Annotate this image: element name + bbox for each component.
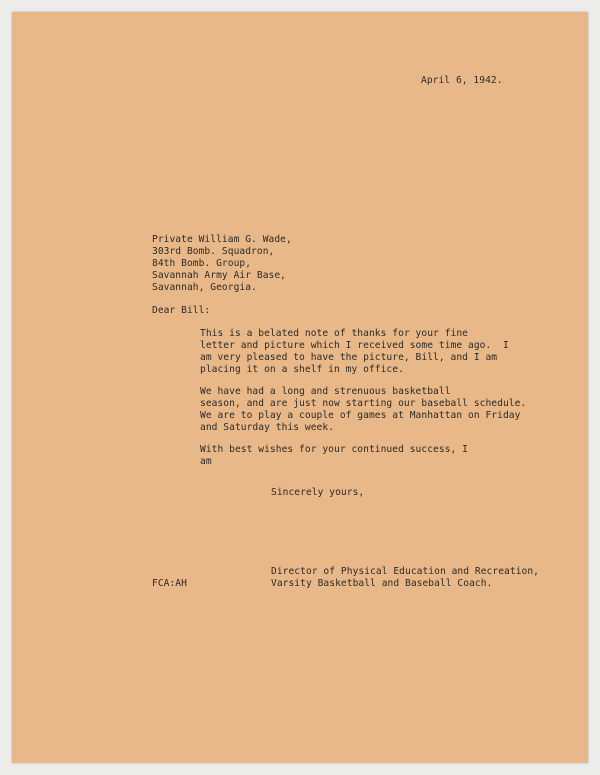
paragraph-line: This is a belated note of thanks for your fine xyxy=(200,328,468,339)
paragraph-line: We are to play a couple of games at Manhattan on Friday xyxy=(200,410,521,421)
paragraph-line: With best wishes for your continued success, I xyxy=(200,444,468,455)
recipient-line: 84th Bomb. Group, xyxy=(152,258,252,269)
paragraph-line: letter and picture which I received some time ago. I xyxy=(200,340,509,351)
signature-title-line: Varsity Basketball and Baseball Coach. xyxy=(271,578,493,589)
paragraph-line: am xyxy=(200,456,212,467)
recipient-line: Savannah, Georgia. xyxy=(152,282,257,293)
paragraph-line: season, and are just now starting our baseball schedule. xyxy=(200,398,527,409)
paragraph-line: We have had a long and strenuous basketball xyxy=(200,386,451,397)
typist-initials: FCA:AH xyxy=(152,578,187,589)
paragraph-line: and Saturday this week. xyxy=(200,422,334,433)
recipient-line: Savannah Army Air Base, xyxy=(152,270,286,281)
closing: Sincerely yours, xyxy=(271,487,365,498)
signature-title-line: Director of Physical Education and Recreation, xyxy=(271,566,539,577)
salutation: Dear Bill: xyxy=(152,305,211,316)
recipient-line: 303rd Bomb. Squadron, xyxy=(152,246,275,257)
letter-date: April 6, 1942. xyxy=(421,75,503,86)
paragraph-line: placing it on a shelf in my office. xyxy=(200,364,404,375)
paragraph-line: am very pleased to have the picture, Bill, and I am xyxy=(200,352,498,363)
recipient-line: Private William G. Wade, xyxy=(152,234,292,245)
